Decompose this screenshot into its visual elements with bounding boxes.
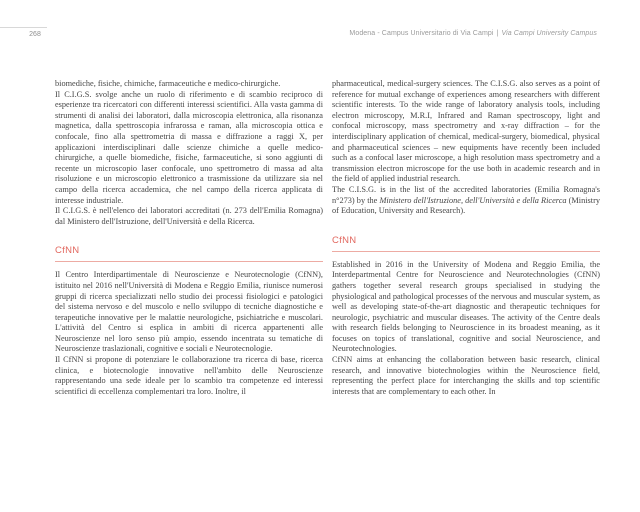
ministry-name-italic: Ministero dell'Istruzione, dell'Università e della Ricerca: [379, 195, 567, 205]
paragraph: pharmaceutical, medical-surgery sciences. The C.I.S.G. also serves as a point of reference for mutual exchange of experiences among researchers with different scientific interests. To the wide range of laboratory analysis tools, including electron microscopy, M.R.I, Infrared and Raman spectroscopy, light and confocal microscopy, mass spectrometry and x-ray diffraction – for the interdisciplinary application of chemical, medical-surgery, biomedical, physical and pharmaceutical sciences – new equipments have recently been included such as a confocal laser microscope, a high resolution mass spectrometry and a transmission electron microscope for the use both in academic research and in the field of applied industrial research.: [332, 79, 600, 184]
paragraph: [332, 185, 600, 217]
running-header: [349, 30, 597, 37]
page-number-rule: [0, 27, 47, 28]
running-header-english: Via Campi University Campus: [501, 30, 597, 37]
paragraph: biomediche, fisiche, chimiche, farmaceutiche e medico-chirurgiche.: [55, 79, 281, 88]
running-header-separator: |: [496, 30, 499, 37]
paragraph: Il C.I.G.S. è nell'elenco dei laboratori accreditati (n. 273 dell'Emilia Romagna) dal Ministero dell'Istruzione, dell'Università e della Ricerca.: [55, 206, 323, 226]
paragraph-text: (Ministry of Education, University and Research).: [332, 195, 600, 216]
left-column-italian: [55, 79, 323, 397]
page-number: 268: [29, 31, 41, 38]
paragraph: Established in 2016 in the University of Modena and Reggio Emilia, the Interdepartmental Centre for Neuroscience and Neurotechnologies (CfNN) gathers together several research groups specialised in studying the physiological and pathological processes of the nervous and muscular system, as well as developing state-of-the-art diagnostic and therapeutic techniques for neurologic, psychiatric and muscular diseases. The activity of the Centre deals with research fields belonging to Neuroscience in its broadest meaning, as it focuses on topics of translational, cognitive and social Neuroscience, and Neurotechnologies.: [332, 259, 600, 354]
paragraph: Il Centro Interdipartimentale di Neuroscienze e Neurotecnologie (CfNN), istituito nel 2016 nell'Università di Modena e Reggio Emilia, riunisce numerosi gruppi di ricerca specializzati nello studio dei processi fisiologici e patologici del sistema nervoso e del muscolo e nello sviluppo di tecniche diagnostiche e terapeutiche innovative per le malattie neurologiche, psichiatriche e muscolari. L'attività del Centro si esplica in ambiti di ricerca appartenenti alle Neuroscienze nel loro senso più ampio, essendo incentrata su tematiche di Neuroscienze traslazionali, cognitive e sociali e Neurotecnologie.: [55, 270, 323, 354]
paragraph-text: The C.I.S.G. is in the list of the accredited laboratories (Emilia Romagna's n°273) by the: [332, 184, 600, 205]
section-heading-cfnn: CfNN: [55, 245, 323, 262]
paragraph: Il C.I.G.S. svolge anche un ruolo di riferimento e di scambio reciproco di esperienze tra ricercatori con differenti interessi scientifici. Alla vasta gamma di strumenti di analisi dei laboratori, dalla microscopia elettronica, alla risonanza magnetica, dalla spettroscopia infrarossa e raman, alla microscopia ottica e confocale, fino alla spettrometria di massa e diffrazione a raggi X, per applicazioni interdisciplinari dalle scienze chimiche a quelle medico-chirurgiche, a quelle biomediche, fisiche, farmaceutiche, si sono aggiunti di recente un microscopio laser confocale, uno spettrometro di massa ad alta risoluzione e un microscopio elettronico a trasmissione da utilizzare sia nel campo della ricerca accademica, che nel campo della ricerca applicata di interesse industriale.: [55, 89, 323, 205]
running-header-italian: Modena - Campus Universitario di Via Campi: [349, 30, 494, 37]
paragraph: Il CfNN si propone di potenziare le collaborazione tra ricerca di base, ricerca clinica, e biotecnologie innovative nell'ambito delle Neuroscienze rappresentando una sede ideale per lo scambio tra competenze ed interessi scientifici di eccellenza complementari tra loro. Inoltre, il: [55, 355, 323, 396]
section-heading-cfnn: CfNN: [332, 235, 600, 252]
paragraph: CfNN aims at enhancing the collaboration between basic research, clinical research, and innovative biotechnologies within the Neuroscience field, representing the perfect place for interchanging the skills and top scientific interests that are complementary to each other. In: [332, 355, 600, 396]
right-column-english: [332, 79, 600, 397]
